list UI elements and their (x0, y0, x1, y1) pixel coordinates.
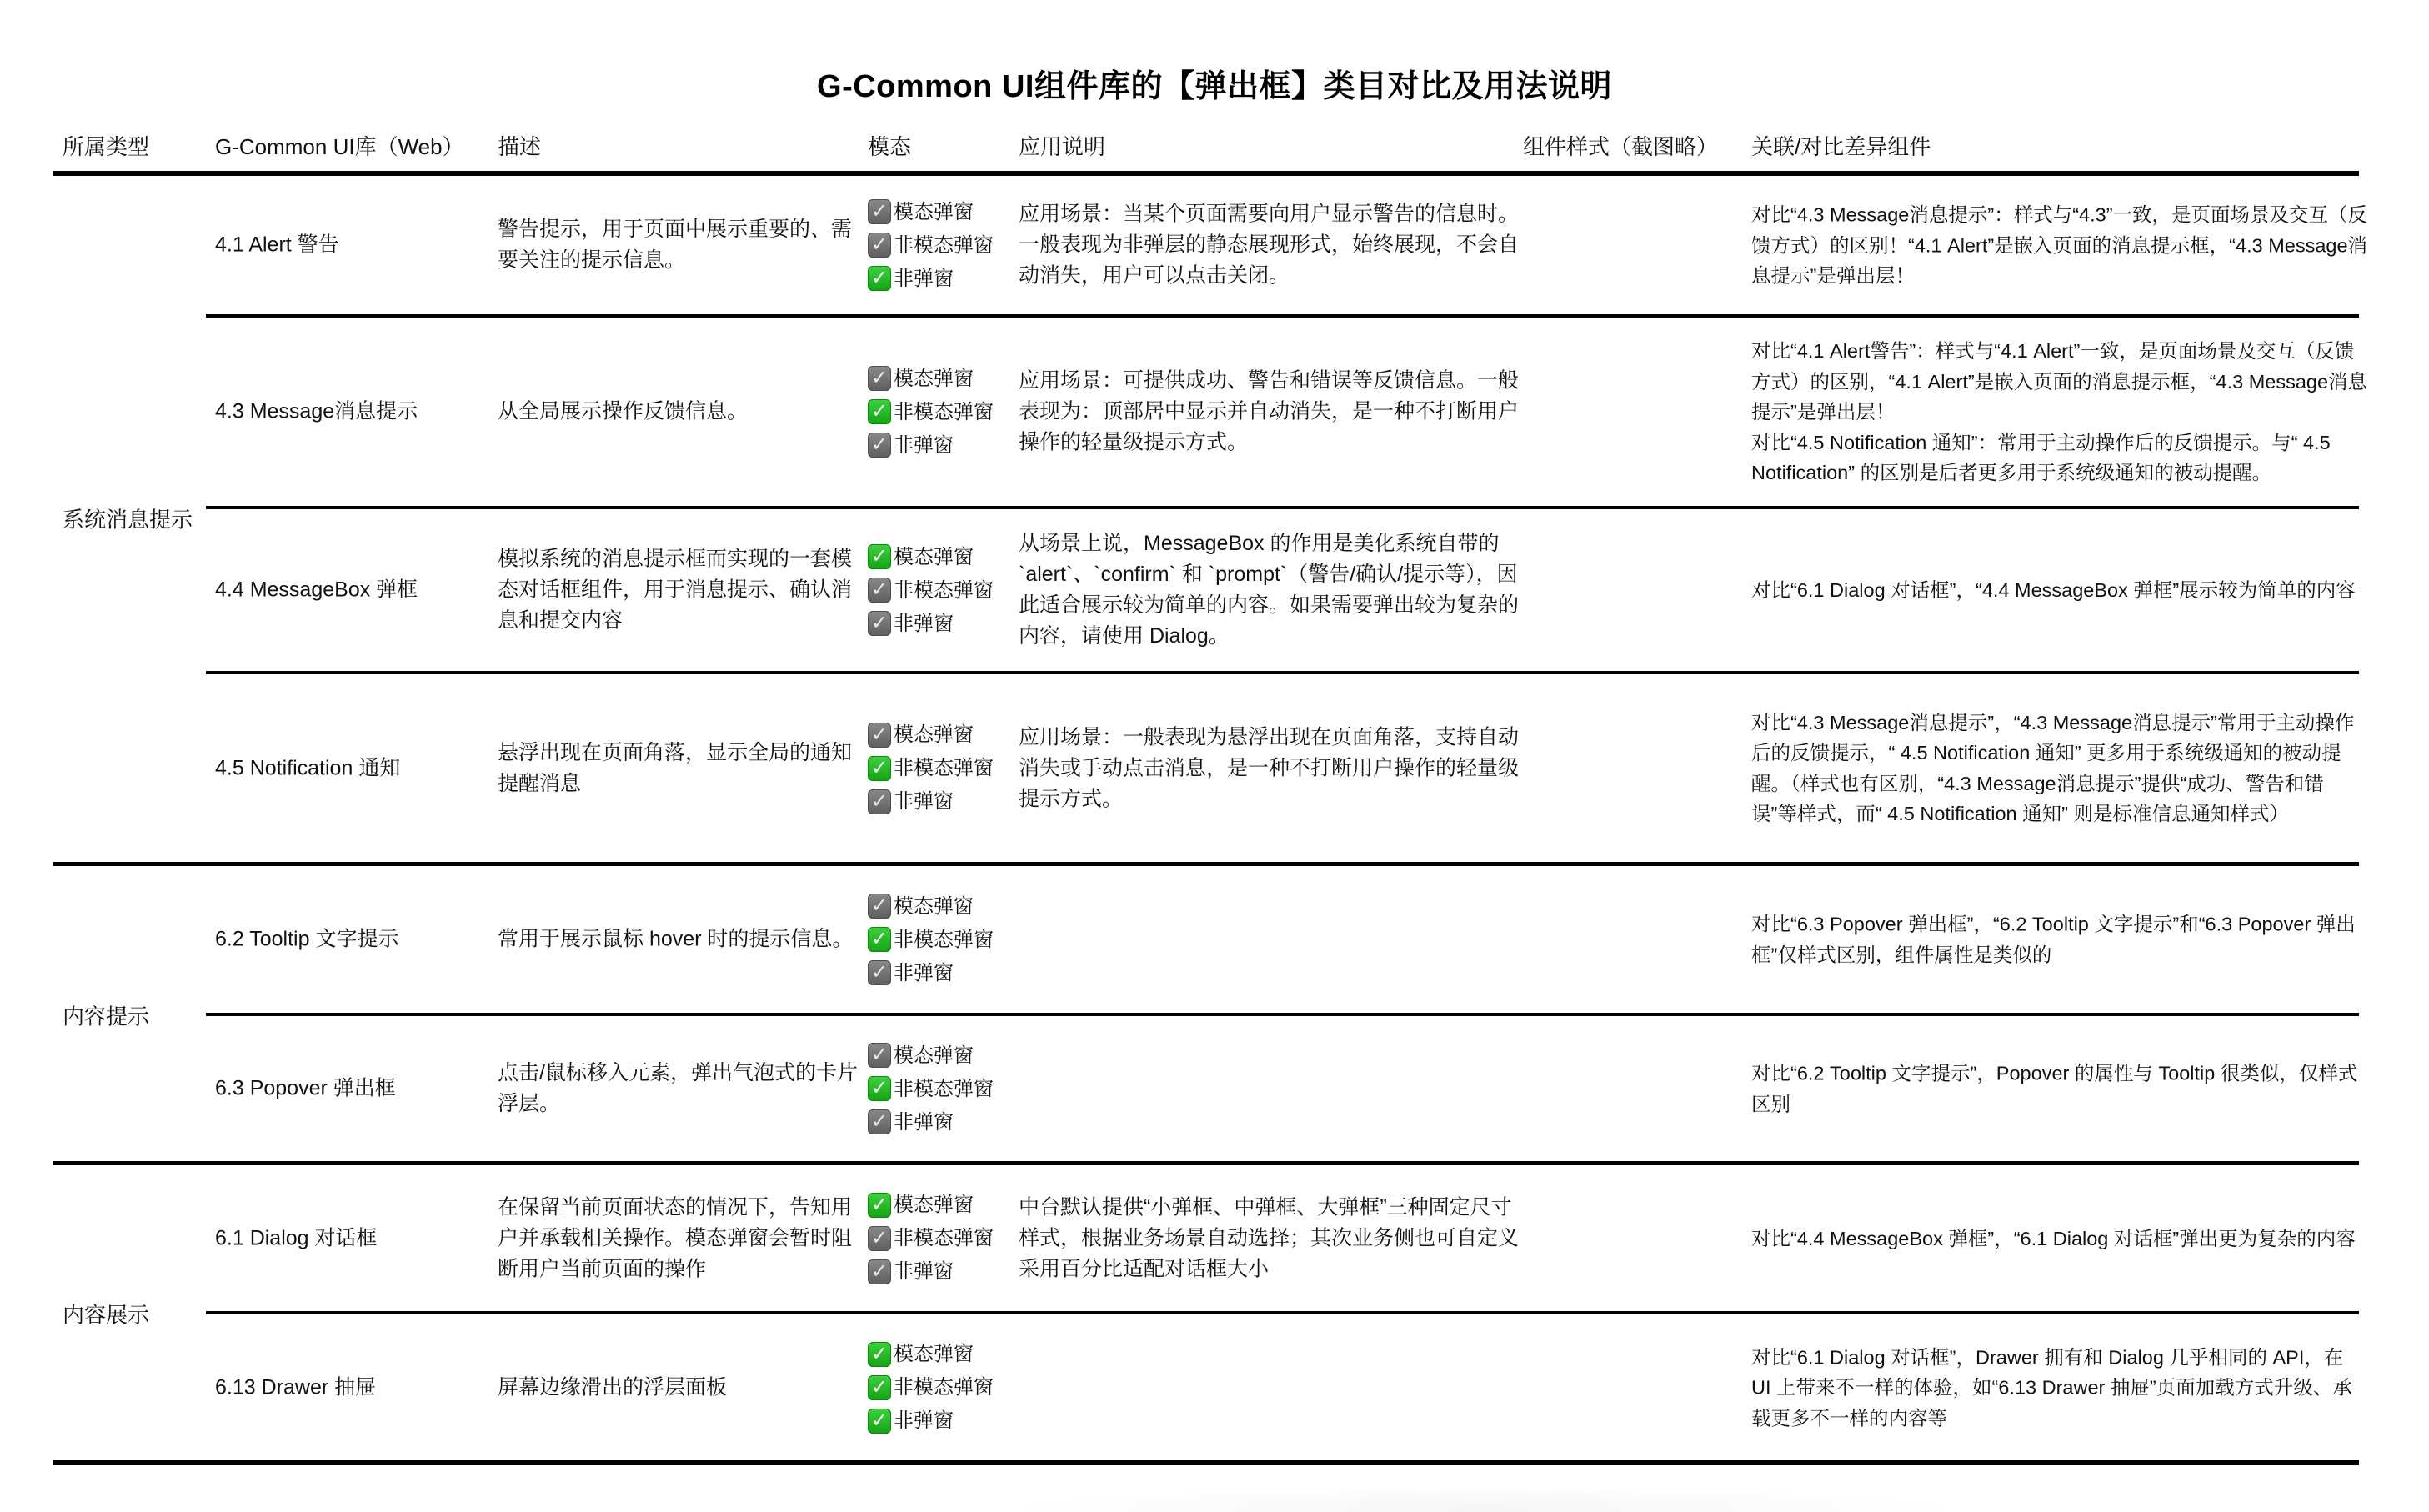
usage-description: 应用场景：可提供成功、警告和错误等反馈信息。一般表现为：顶部居中显示并自动消失，是一种不打断用户操作的轻量级提示方式。 (1019, 368, 1520, 454)
gray-check-box-icon: ✓ (868, 789, 891, 814)
modal-options (868, 1189, 1018, 1289)
option-non-popup (868, 1105, 1018, 1139)
option-label: 非模态弹窗 (894, 1376, 994, 1399)
option-label: 非模态弹窗 (894, 928, 994, 951)
relation-comparison (1751, 909, 2368, 970)
usage-description: 应用场景：一般表现为悬浮出现在页面角落，支持自动消失或手动点击消息，是一种不打断用户操作的轻量级提示方式。 (1019, 725, 1520, 810)
option-label: 非弹窗 (894, 1110, 954, 1134)
option-non-popup (868, 1404, 1018, 1438)
gray-check-box-icon: ✓ (868, 1109, 891, 1134)
gray-check-box-icon: ✓ (868, 894, 891, 919)
modal-options (868, 718, 1018, 819)
green-check-box-icon: ✓ (868, 1375, 891, 1400)
usage-description: 从场景上说，MessageBox 的作用是美化系统自带的 `alert`、`confirm` 和 `prompt`（警告/确认/提示等），因此适合展示较为简单的内容。如果需要弹出较为复杂的内容，请使用 Dialog。 (1019, 532, 1520, 648)
group-label-content-display: 内容展示 (63, 1302, 150, 1328)
group-label-content-hint: 内容提示 (63, 1004, 150, 1029)
option-label: 非弹窗 (894, 612, 954, 635)
green-check-box-icon: ✓ (868, 1342, 891, 1367)
table-row (0, 176, 2429, 314)
option-label: 非模态弹窗 (894, 757, 994, 779)
option-label: 模态弹窗 (894, 367, 974, 390)
relation-comparison (1751, 1223, 2368, 1254)
option-label: 非弹窗 (894, 1260, 954, 1283)
gray-check-box-icon: ✓ (868, 1226, 891, 1251)
option-label: 模态弹窗 (894, 200, 974, 223)
table-row (0, 866, 2429, 1013)
table-row (0, 318, 2429, 506)
header-type: 所属类型 (63, 134, 150, 159)
option-label: 非模态弹窗 (894, 578, 994, 602)
relation-text: 对比“4.4 MessageBox 弹框”，“6.1 Dialog 对话框”弹出更为复杂的内容 (1751, 1227, 2356, 1249)
option-label: 非模态弹窗 (894, 233, 994, 257)
option-non-popup (868, 1255, 1018, 1289)
option-modal-popup (868, 1039, 1018, 1072)
table-row (0, 1314, 2429, 1460)
option-label: 模态弹窗 (894, 1194, 974, 1216)
component-description: 点击/鼠标移入元素，弹出气泡式的卡片浮层。 (498, 1061, 858, 1115)
option-label: 非弹窗 (894, 433, 954, 457)
header-library: G-Common UI库（Web） (215, 134, 464, 159)
option-label: 模态弹窗 (894, 545, 974, 568)
modal-options (868, 195, 1018, 295)
option-label: 模态弹窗 (894, 894, 974, 918)
option-non-popup (868, 428, 1018, 462)
gray-check-box-icon: ✓ (868, 199, 891, 224)
green-check-box-icon: ✓ (868, 1409, 891, 1434)
header-style: 组件样式（截图略） (1523, 134, 1719, 159)
option-modal-popup (868, 540, 1018, 573)
component-description: 模拟系统的消息提示框而实现的一套模态对话框组件，用于消息提示、确认消息和提交内容 (498, 547, 853, 633)
green-check-box-icon: ✓ (868, 927, 891, 952)
component-description: 常用于展示鼠标 hover 时的提示信息。 (498, 927, 854, 951)
modal-options (868, 1039, 1018, 1139)
component-name: 4.4 MessageBox 弹框 (215, 578, 418, 602)
relation-text: 对比“4.3 Message消息提示”：样式与“4.3”一致，是页面场景及交互（反馈方式）的区别！“4.1 Alert”是嵌入页面的消息提示框，“4.3 Message消息提示”是弹出层！ (1751, 203, 2368, 287)
green-check-box-icon: ✓ (868, 1193, 891, 1218)
table-row (0, 509, 2429, 671)
component-description: 在保留当前页面状态的情况下，告知用户并承载相关操作。模态弹窗会暂时阻断用户当前页面的操作 (498, 1195, 853, 1280)
header-usage: 应用说明 (1019, 134, 1106, 159)
option-label: 非弹窗 (894, 1409, 954, 1432)
page-title: G-Common UI组件库的【弹出框】类目对比及用法说明 (817, 69, 1612, 104)
option-label: 非弹窗 (894, 790, 954, 813)
option-non-modal-popup (868, 228, 1018, 262)
option-label: 模态弹窗 (894, 723, 974, 746)
component-name: 6.13 Drawer 抽屉 (215, 1375, 377, 1399)
green-check-box-icon: ✓ (868, 399, 891, 424)
option-modal-popup (868, 362, 1018, 395)
option-label: 非弹窗 (894, 961, 954, 984)
option-label: 非弹窗 (894, 267, 954, 290)
gray-check-box-icon: ✓ (868, 1259, 891, 1284)
green-check-box-icon: ✓ (868, 1076, 891, 1101)
modal-options (868, 889, 1018, 989)
green-check-box-icon: ✓ (868, 756, 891, 781)
option-non-popup (868, 607, 1018, 640)
relation-text: 对比“6.1 Dialog 对话框”，“4.4 MessageBox 弹框”展示较为简单的内容 (1751, 578, 2356, 601)
option-non-modal-popup (868, 1222, 1018, 1255)
gray-check-box-icon: ✓ (868, 960, 891, 985)
option-non-modal-popup (868, 752, 1018, 785)
option-modal-popup (868, 889, 1018, 923)
gray-check-box-icon: ✓ (868, 433, 891, 458)
relation-comparison (1751, 336, 2368, 488)
relation-text: 对比“4.1 Alert警告”：样式与“4.1 Alert”一致，是页面场景及交互（反馈方式）的区别，“4.1 Alert”是嵌入页面的消息提示框，“4.3 Message消息提示”是弹出层！ (1751, 339, 2368, 423)
component-name: 4.1 Alert 警告 (215, 233, 339, 257)
gray-check-box-icon: ✓ (868, 578, 891, 603)
gray-check-box-icon: ✓ (868, 723, 891, 748)
group-label-system-message: 系统消息提示 (63, 507, 193, 533)
header-desc: 描述 (498, 134, 542, 159)
gray-check-box-icon: ✓ (868, 233, 891, 258)
option-non-modal-popup (868, 395, 1018, 428)
usage-description: 应用场景：当某个页面需要向用户显示警告的信息时。一般表现为非弹层的静态展现形式，始终展现，不会自动消失，用户可以点击关闭。 (1019, 202, 1520, 288)
option-non-modal-popup (868, 923, 1018, 956)
table-row (0, 1016, 2429, 1161)
option-non-popup (868, 785, 1018, 819)
option-non-popup (868, 956, 1018, 989)
modal-options (868, 540, 1018, 640)
component-description: 屏幕边缘滑出的浮层面板 (498, 1375, 728, 1399)
relation-comparison (1751, 199, 2368, 291)
modal-options (868, 1338, 1018, 1438)
option-modal-popup (868, 195, 1018, 228)
relation-text: 对比“6.1 Dialog 对话框”，Drawer 拥有和 Dialog 几乎相同的 API，在 UI 上带来不一样的体验，如“6.13 Drawer 抽屉”页面加载方式升级、承载更多不一样的内容等 (1751, 1345, 2352, 1429)
option-non-modal-popup (868, 1072, 1018, 1105)
relation-text: 对比“6.3 Popover 弹出框”，“6.2 Tooltip 文字提示”和“6.3 Popover 弹出框”仅样式区别，组件属性是类似的 (1751, 913, 2356, 965)
green-check-box-icon: ✓ (868, 266, 891, 291)
component-description: 从全局展示操作反馈信息。 (498, 399, 749, 423)
option-modal-popup (868, 1189, 1018, 1222)
table-bottom-rule (53, 1460, 2359, 1465)
component-name: 4.5 Notification 通知 (215, 756, 401, 779)
option-non-popup (868, 262, 1018, 295)
green-check-box-icon: ✓ (868, 544, 891, 569)
table-row (0, 1165, 2429, 1311)
option-label: 非模态弹窗 (894, 1227, 994, 1249)
gray-check-box-icon: ✓ (868, 611, 891, 636)
component-description: 悬浮出现在页面角落，显示全局的通知提醒消息 (498, 740, 853, 795)
option-label: 非模态弹窗 (894, 400, 994, 423)
header-modal: 模态 (868, 134, 912, 159)
relation-text-secondary: 对比“4.5 Notification 通知”：常用于主动操作后的反馈提示。与“ 4.5 Notification” 的区别是后者更多用于系统级通知的被动提醒。 (1751, 431, 2331, 483)
option-non-modal-popup (868, 573, 1018, 607)
component-name: 6.2 Tooltip 文字提示 (215, 927, 399, 951)
header-relation: 关联/对比差异组件 (1751, 134, 1931, 159)
relation-comparison (1751, 1342, 2368, 1434)
option-modal-popup (868, 718, 1018, 752)
option-label: 模态弹窗 (894, 1044, 974, 1067)
relation-comparison (1751, 575, 2368, 606)
gray-check-box-icon: ✓ (868, 366, 891, 391)
component-name: 6.1 Dialog 对话框 (215, 1226, 378, 1249)
usage-description: 中台默认提供“小弹框、中弹框、大弹框”三种固定尺寸样式，根据业务场景自动选择；其次业务侧也可自定义采用百分比适配对话框大小 (1019, 1195, 1520, 1280)
component-description: 警告提示，用于页面中展示重要的、需要关注的提示信息。 (498, 218, 853, 272)
table-row (0, 674, 2429, 862)
component-name: 4.3 Message消息提示 (215, 399, 418, 423)
option-non-modal-popup (868, 1371, 1018, 1404)
gray-check-box-icon: ✓ (868, 1043, 891, 1068)
modal-options (868, 362, 1018, 462)
relation-comparison (1751, 708, 2368, 829)
option-modal-popup (868, 1338, 1018, 1371)
relation-text: 对比“6.2 Tooltip 文字提示”，Popover 的属性与 Tooltip 很类似，仅样式区别 (1751, 1062, 2358, 1114)
relation-text: 对比“4.3 Message消息提示”，“4.3 Message消息提示”常用于主动操作后的反馈提示，“ 4.5 Notification 通知” 更多用于系统级通知的被动提醒。（样式也有区别，“4.3 Message消息提示”提供“成功、警告和错误”等样式，而“ 4.5 Notification 通知” 则是标准信息通知样式） (1751, 711, 2355, 824)
relation-comparison (1751, 1059, 2368, 1119)
option-label: 非模态弹窗 (894, 1077, 994, 1100)
option-label: 模态弹窗 (894, 1343, 974, 1365)
decorative-shadow (984, 1484, 1984, 1512)
component-name: 6.3 Popover 弹出框 (215, 1076, 396, 1100)
